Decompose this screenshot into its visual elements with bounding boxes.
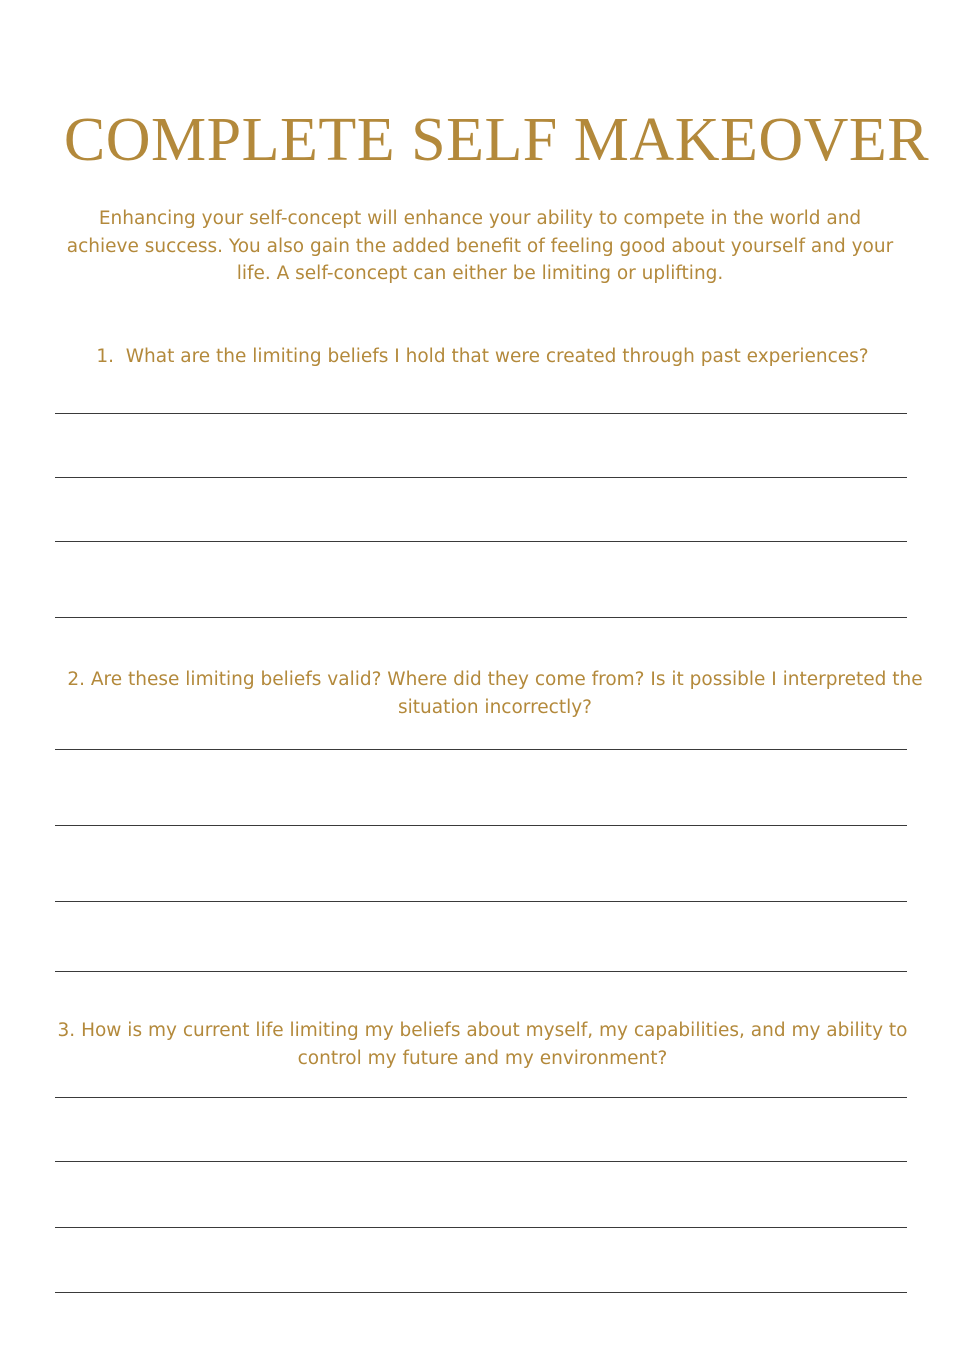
question-2-number: 2. <box>67 669 86 690</box>
answer-line-3-3[interactable] <box>55 1227 907 1228</box>
answer-line-2-3[interactable] <box>55 901 907 902</box>
answer-line-3-2[interactable] <box>55 1161 907 1162</box>
question-1-text: What are the limiting beliefs I hold that were created through past experiences? <box>125 346 869 367</box>
question-3 <box>40 1017 925 1072</box>
question-1 <box>40 343 925 371</box>
answer-line-3-1[interactable] <box>55 1097 907 1098</box>
question-1-number: 1. <box>96 346 114 367</box>
page-title: COMPLETE SELF MAKEOVER <box>63 106 930 174</box>
question-3-text: How is my current life limiting my beliefs about myself, my capabilities, and my ability to control my future and my environment? <box>81 1020 908 1069</box>
answer-line-1-3[interactable] <box>55 541 907 542</box>
answer-line-2-4[interactable] <box>55 971 907 972</box>
question-3-number: 3. <box>57 1020 76 1041</box>
answer-line-2-2[interactable] <box>55 825 907 826</box>
question-2-text: Are these limiting beliefs valid? Where did they come from? Is it possible I interpreted the situation incorrectly? <box>90 669 923 718</box>
answer-line-1-4[interactable] <box>55 617 907 618</box>
answer-line-1-2[interactable] <box>55 477 907 478</box>
intro-paragraph: Enhancing your self-concept will enhance your ability to compete in the world and achieve success. You also gain the added benefit of feeling good about yourself and your life. A self-concept can either be limiting or uplifting. <box>66 208 894 284</box>
answer-line-2-1[interactable] <box>55 749 907 750</box>
answer-line-3-4[interactable] <box>55 1292 907 1293</box>
question-2 <box>40 666 950 721</box>
answer-line-1-1[interactable] <box>55 413 907 414</box>
